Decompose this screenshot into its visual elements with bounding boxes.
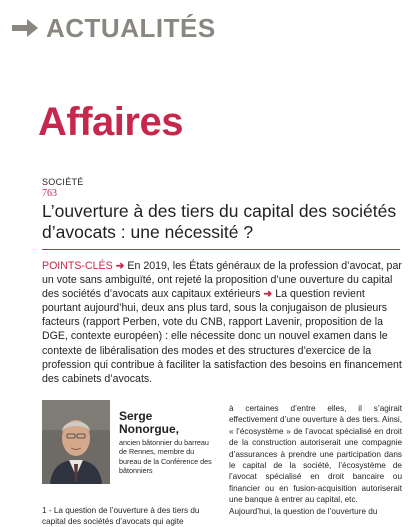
author-first-name: Serge: [119, 409, 153, 423]
body-paragraph: Aujourd’hui, la question de l’ouverture du: [229, 506, 378, 516]
body-column-left: 1 - La question de l’ouverture à des tiers du capital des sociétés d’avocats qui agite: [42, 506, 200, 526]
abstract-text: En 2019, les États généraux de la profession d’avocat, par un vote sans ambiguïté, ont rejeté la proposition d’une ouverture du capital des sociétés d’avocats aux capitaux extérieurs: [42, 260, 402, 301]
article-title: L’ouverture à des tiers du capital des sociétés d’avocats : une nécessité ?: [42, 201, 397, 242]
article-number: 763: [42, 188, 57, 199]
article-rubric: SOCIÉTÉ: [42, 177, 84, 187]
author-bio: ancien bâtonnier du barreau de Rennes, membre du bureau de la Conférence des bâtonniers: [119, 438, 212, 476]
article-abstract: [42, 259, 402, 386]
body-paragraph: à certaines d’entre elles, il s’agirait effectivement d’une ouverture à des tiers. Ainsi, « l’écosystème » de l’avocat spécialisé en droit de la construction autoriserait une compagnie d’assurances à prendre une participation dans le capital de la société, l’écosystème de l’avocat spécialisé en droit bancaire ou financier ou en fusion-acquisition autoriserait une banque à entrer au capital, etc.: [229, 404, 402, 505]
author-portrait-image: [42, 400, 110, 484]
header-title: ACTUALITÉS: [46, 13, 216, 43]
abstract-keyword: POINTS-CLÉS: [42, 260, 113, 272]
arrow-right-icon: [10, 16, 40, 40]
author-portrait: [42, 400, 110, 484]
author-last-name: Nonorgue,: [119, 422, 179, 436]
abstract-text: La question revient pourtant aujourd’hui, deux ans plus tard, sous la conjugaison de plusieurs facteurs (rapport Perben, vote du CNB, rapport Lavenir, proposition de la DGE, contexte européen) : elle nécessite donc un nouvel examen dans le contexte de libéralisation des modes et des structures d’exercice de la profession qui contribue à faciliter la satisfaction des besoins en financement des cabinets d’avocats.: [42, 288, 402, 385]
section-title: Affaires: [38, 100, 183, 144]
section-header: [10, 14, 216, 42]
arrow-right-icon: ➜: [115, 260, 125, 272]
arrow-right-icon: ➜: [263, 288, 273, 301]
title-divider: [42, 249, 400, 250]
author-block: [119, 410, 214, 476]
body-column-right: [229, 403, 402, 517]
